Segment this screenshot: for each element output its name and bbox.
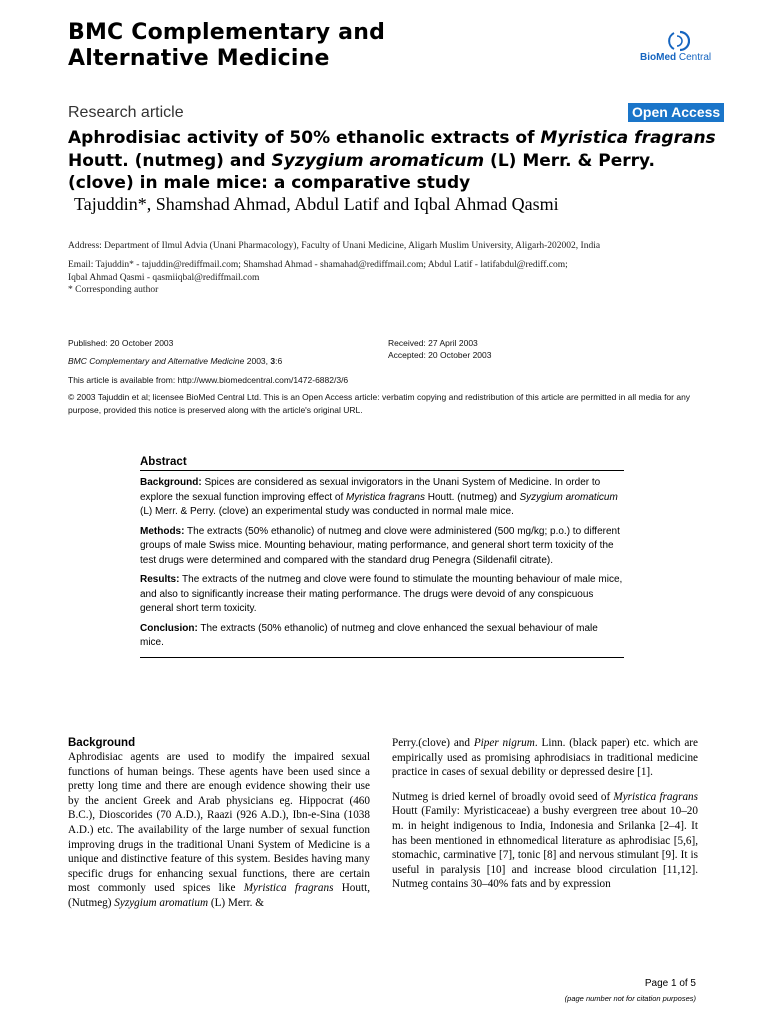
copyright-notice: © 2003 Tajuddin et al; licensee BioMed Central Ltd. This is an Open Access article: verbatim copying and redistribution of this article are permitted in all media for any purpose, provided this notice is preserved along with the article's original URL. xyxy=(68,392,691,415)
page-number-note: (page number not for citation purposes) xyxy=(564,994,696,1003)
received-date: Received: 27 April 2003 xyxy=(388,338,478,348)
email-line[interactable]: Iqbal Ahmad Qasmi - qasmiiqbal@rediffmail.com xyxy=(68,272,260,283)
logo-central: Central xyxy=(676,52,712,63)
open-access-badge: Open Access xyxy=(628,103,724,122)
body-column-right xyxy=(392,736,698,902)
abstract-text: Houtt. (nutmeg) and xyxy=(424,491,520,503)
section-heading-background: Background xyxy=(68,737,136,749)
body-text: . Linn. (black paper) etc. which are empirically used as promising aphrodisiacs in traditional medicine practice in cases of sexual debility or depressed desire [1]. xyxy=(392,737,698,779)
author-list: Tajuddin*, Shamshad Ahmad, Abdul Latif and Iqbal Ahmad Qasmi xyxy=(74,194,559,214)
article-type: Research article xyxy=(68,104,184,121)
abstract-text: (L) Merr. & Perry. (clove) an experimental study was conducted in normal male mice. xyxy=(140,506,514,517)
body-text: (L) Merr. & xyxy=(208,896,264,909)
abstract-label: Background: xyxy=(140,477,202,488)
citation xyxy=(68,355,282,368)
accepted-date: Accepted: 20 October 2003 xyxy=(388,350,492,360)
abstract-divider xyxy=(140,470,624,471)
title-part: Aphrodisiac activity of 50% ethanolic extracts of xyxy=(68,128,541,148)
abstract-species: Myristica fragrans xyxy=(346,491,425,503)
email-line[interactable]: Email: Tajuddin* - tajuddin@rediffmail.com; Shamshad Ahmad - shamahad@rediffmail.com; Abdul Latif - latifabdul@rediff.com; xyxy=(68,260,568,270)
journal-title xyxy=(68,20,385,72)
title-part: (L) Merr. & Perry. (clove) in male mice: a comparative study xyxy=(68,150,655,193)
body-paragraph xyxy=(392,790,698,892)
title-species-nutmeg: Myristica fragrans xyxy=(540,128,716,148)
journal-title-line1: BMC Complementary and xyxy=(68,20,386,45)
logo-wordmark xyxy=(640,52,711,63)
body-species: Myristica fragrans xyxy=(613,790,699,803)
citation-year: 2003, xyxy=(244,356,271,366)
body-species: Piper nigrum xyxy=(473,737,535,749)
article-url[interactable]: This article is available from: http://www.biomedcentral.com/1472-6882/3/6 xyxy=(68,375,349,385)
author-address: Address: Department of Ilmul Advia (Unani Pharmacology), Faculty of Unani Medicine, Aligarh Muslim University, Aligarh-202002, India xyxy=(68,241,601,251)
body-text: Perry.(clove) and xyxy=(392,737,474,749)
abstract-methods xyxy=(140,525,624,569)
abstract-text: The extracts of the nutmeg and clove were found to stimulate the mounting behaviour of male mice, and also to significantly increase their mating performance. The drugs were devoid of any conspicuous general short term toxicity. xyxy=(140,574,623,614)
abstract-box xyxy=(140,456,624,658)
abstract-label: Results: xyxy=(140,574,180,585)
abstract-species: Syzygium aromaticum xyxy=(519,491,618,503)
body-text: Nutmeg is dried kernel of broadly ovoid seed of xyxy=(392,790,614,803)
published-date: Published: 20 October 2003 xyxy=(68,338,174,348)
abstract-text: The extracts (50% ethanolic) of nutmeg and clove were administered (500 mg/kg; p.o.) to different groups of male Swiss mice. Mounting behaviour, mating performance, and general short term toxicity of the test drugs were determined and compared with the standard drug Penegra (Sildenafil citrate). xyxy=(140,525,620,566)
corresponding-note: * Corresponding author xyxy=(68,285,159,295)
page-number: Page 1 of 5 xyxy=(644,978,696,989)
biomed-central-logo-icon xyxy=(668,30,690,52)
body-column-left xyxy=(68,736,370,911)
abstract-results xyxy=(140,573,624,617)
body-species: Syzygium aromatium xyxy=(114,896,209,909)
journal-title-line2: Alternative Medicine xyxy=(68,46,330,71)
citation-volume: 3 xyxy=(270,356,276,366)
logo-bio: BioMed xyxy=(640,52,677,63)
title-part: Houtt. (nutmeg) and xyxy=(68,150,272,171)
body-paragraph xyxy=(68,750,370,911)
body-paragraph xyxy=(392,736,698,780)
abstract-heading: Abstract xyxy=(140,456,187,468)
body-text: Houtt (Family: Myristicaceae) a bushy evergreen tree about 10–20 m. in height indigenous to India, Indonesia and Srilanka [2–4]. It has been mentioned in ethnomedical literature as aphrodisiac [5,6], stomachic, carminative [7], tonic [8] and nervous stimulant [9]. It is useful in paralysis [10] and increase blood circulation [11,12]. Nutmeg contains 30–40% fats and by expression xyxy=(392,805,698,891)
citation-journal: BMC Complementary and Alternative Medicine xyxy=(68,356,245,366)
abstract-divider-bottom xyxy=(140,657,624,658)
body-species: Myristica fragrans xyxy=(243,882,334,895)
abstract-label: Conclusion: xyxy=(140,622,198,634)
abstract-text: The extracts (50% ethanolic) of nutmeg and clove enhanced the sexual behaviour of male mice. xyxy=(140,622,598,648)
abstract-label: Methods: xyxy=(140,525,185,537)
abstract-conclusion xyxy=(140,622,624,651)
body-text: Aphrodisiac agents are used to modify the impaired sexual functions of human beings. These agents have been used since a pretty long time and there are enough evidence showing their use by the ancient Greek and Arab physicians eg. Hippocrat (460 B.C.), Dioscorides (70 A.D.), Raazi (926 A.D.), Ibn-e-Sina (1038 A.D.) etc. The availability of the large number of sexual function improving drugs in the traditional Unani System of Medicine is a unique and distinctive feature of this system. Besides having many specific drugs for enhancing sexual functions, there are certain most commonly used spices like xyxy=(68,751,370,895)
title-species-clove: Syzygium aromaticum xyxy=(271,150,485,171)
author-emails xyxy=(68,259,568,297)
body-text: Houtt, (Nutmeg) xyxy=(68,882,371,909)
citation-page: :6 xyxy=(275,356,283,366)
abstract-background xyxy=(140,476,624,520)
biomed-central-logo[interactable] xyxy=(640,30,715,66)
abstract-text: Spices are considered as sexual invigorators in the Unani System of Medicine. In order to explore the sexual function improving effect of xyxy=(140,477,601,503)
article-title xyxy=(68,127,718,195)
